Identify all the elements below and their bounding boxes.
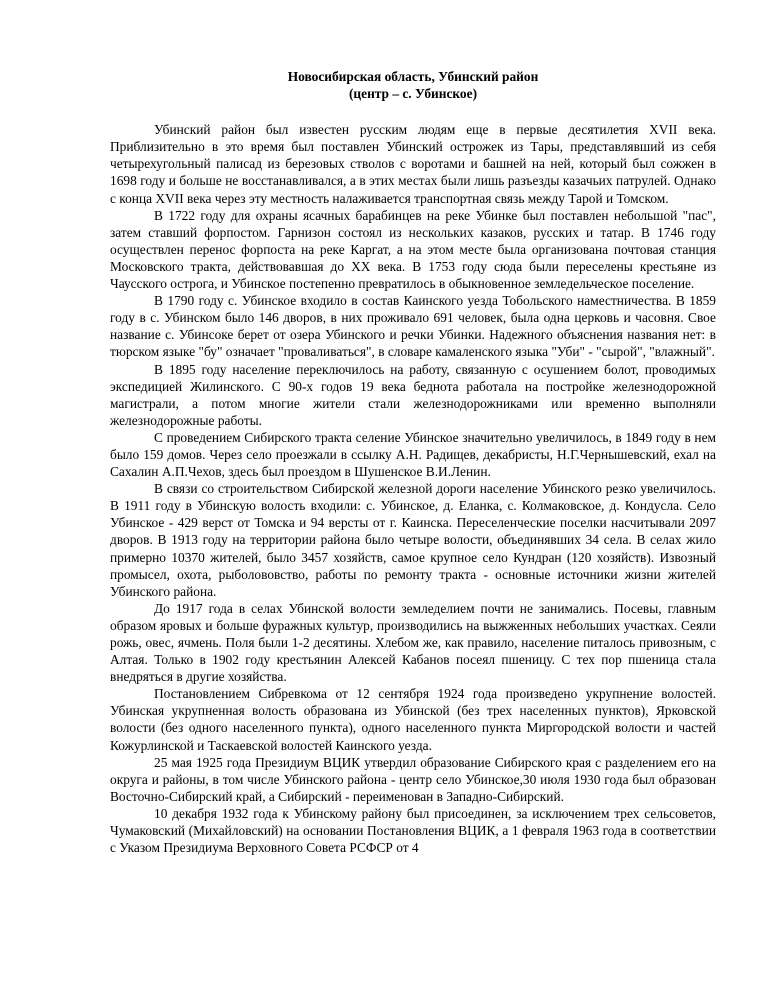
paragraph-5: С проведением Сибирского тракта селение Убинское значительно увеличилось, в 1849 году в нем было 159 домов. Через село проезжали в ссылку А.Н. Радищев, декабристы, Н.Г.Чернышевский, ехал на Сахалин А.П.Чехов, здесь был проездом в Шушенское В.И.Ленин. xyxy=(110,429,716,480)
paragraph-1: Убинский район был известен русским людям еще в первые десятилетия XVII века. Приблизительно в это время был поставлен Убинский острожек из Тары, представлявший из себя четырехугольный палисад из березовых стволов с воротами и башней на ней, который был сожжен в 1698 году и больше не восстанавливался, а в этих местах были лишь разъезды казачьих патрулей. Однако с конца XVII века через эту местность налаживается транспортная связь между Тарой и Томском. xyxy=(110,122,716,206)
paragraph-3: В 1790 году с. Убинское входило в состав Каинского уезда Тобольского наместничества. В 1859 году в с. Убинском было 146 дворов, в них проживало 691 человек, была одна церковь и часовня. Свое название с. Убинсоке берет от озера Убинского и речки Убинки. Надежного объяснения названия нет: в тюрском языке "бу" означает "проваливаться", в словаре камаленского языка "Уби" - "сырой", "влажный". xyxy=(110,293,716,360)
paragraph-7: До 1917 года в селах Убинской волости земледелием почти не занимались. Посевы, главным образом яровых и больше фуражных культур, производились на выжженных небольших участках. Сеяли рожь, овес, ячмень. Поля были 1-2 десятины. Хлебом же, как правило, население питалось привозным, с Алтая. Только в 1902 году крестьянин Алексей Кабанов посеял пшеницу. С тех пор пшеница стала внедряться в другие хозяйства. xyxy=(110,600,716,685)
paragraph-6: В связи со строительством Сибирской железной дороги население Убинского резко увеличилось. В 1911 году в Убинскую волость входили: с. Убинское, д. Еланка, с. Колмаковское, д. Кондусла. Село Убинское - 429 верст от Томска и 94 версты от г. Каинска. Переселенческие поселки насчитывали 2097 дворов. В 1913 году на территории района было четыре волости, объединявших 34 села. В селах жило примерно 10370 жителей, было 3457 хозяйств, самое крупное село Кундран (120 хозяйств). Извозный промысел, охота, рыболововство, работы по ремонту тракта - основные источники жизни жителей Убинского района. xyxy=(110,481,716,599)
document-title-line-1: Новосибирская область, Убинский район xyxy=(287,69,539,84)
paragraph-2: В 1722 году для охраны ясачных барабинцев на реке Убинке был поставлен небольшой "пас", затем ставший форпостом. Гарнизон состоял из нескольких казаков, русских и татар. В 1746 году осуществлен перенос форпоста на реке Каргат, а на этом месте была организована почтовая станция Московского тракта, действовавшая до XX века. В 1753 году сюда были переселены крестьяне из Чаусского острога, и Убинское постепенно превратилось в обыкновенное земледельческое поселение. xyxy=(110,207,716,292)
document-title-line-2: (центр – с. Убинское) xyxy=(348,86,478,102)
paragraph-9: 25 мая 1925 года Президиум ВЦИК утвердил образование Сибирского края с разделением его на округа и районы, в том числе Убинского района - центр село Убинское,30 июля 1930 года был образован Восточно-Сибирский край, а Сибирский - переименован в Западно-Сибирский. xyxy=(110,754,716,804)
title-spacer xyxy=(110,102,716,121)
document-page xyxy=(110,68,716,856)
paragraph-10: 10 декабря 1932 года к Убинскому району был присоединен, за исключением трех сельсоветов, Чумаковский (Михайловский) на основании Постановления ВЦИК, а 1 февраля 1963 года в соответствии с Указом Президиума Верховного Совета РСФСР от 4 xyxy=(110,805,716,856)
paragraph-8: Постановлением Сибревкома от 12 сентября 1924 года произведено укрупнение волостей. Убинская укрупненная волость образована из Убинской (без трех населенных пунктов), Ярковской волости (без одного населенного пункта), одного населенного пункта Миргородской волости и частей Кожурлинской и Таскаевской волостей Каинского уезда. xyxy=(110,686,716,753)
paragraph-4: В 1895 году население переключилось на работу, связанную с осушением болот, проводимых экспедицией Жилинского. С 90-х годов 19 века беднота работала на постройке железнодорожной магистрали, а потом многие жители стали железнодорожниками или временно выполняли железнодорожные работы. xyxy=(110,361,716,428)
